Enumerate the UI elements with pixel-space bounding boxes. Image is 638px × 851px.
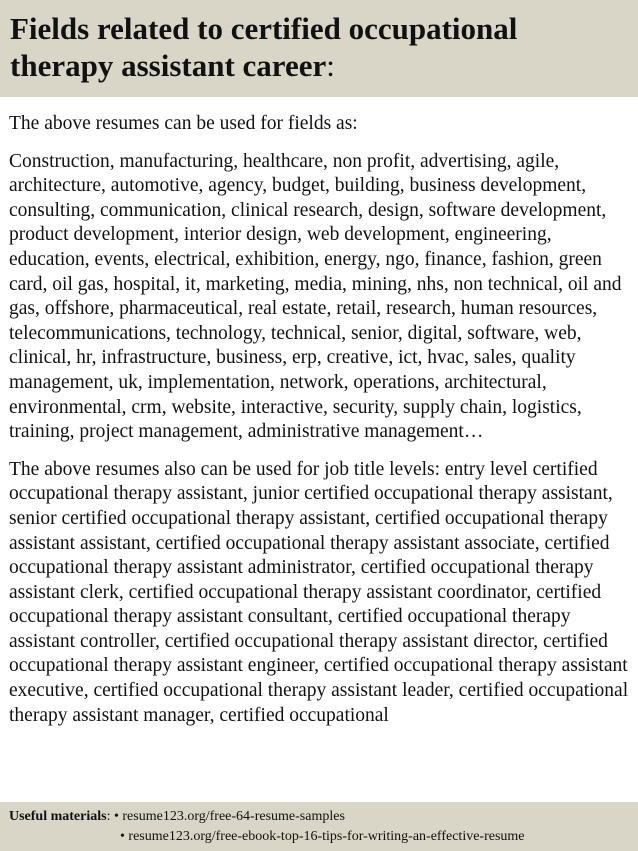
page-title-line1: Fields related to certified occupational — [10, 11, 518, 46]
intro-paragraph: The above resumes can be used for fields as: — [9, 113, 358, 134]
bullet-icon: • — [120, 829, 125, 844]
resource-link-2[interactable]: resume123.org/free-ebook-top-16-tips-for-writing-an-effective-resume — [128, 829, 525, 844]
main-content — [9, 112, 633, 802]
footer-row-2 — [9, 827, 638, 847]
footer-band — [0, 802, 638, 851]
bullet-icon: • — [113, 809, 119, 824]
page-title-colon: : — [326, 48, 335, 83]
useful-materials-colon: : — [106, 809, 111, 824]
page-title — [10, 10, 628, 84]
useful-materials-label: Useful materials — [9, 809, 107, 824]
footer-row-1 — [9, 807, 638, 827]
resource-link-1[interactable]: resume123.org/free-64-resume-samples — [122, 809, 345, 824]
page-title-line2: therapy assistant career — [10, 48, 327, 83]
header-band — [0, 0, 638, 97]
fields-paragraph: Construction, manufacturing, healthcare, non profit, advertising, agile, architecture, automotive, agency, budget, building, business development, consulting, communication, clinical research, design, software development, product development, interior design, web development, engineering, education, events, electrical, exhibition, energy, ngo, finance, fashion, green card, oil gas, hospital, it, marketing, media, mining, nhs, non technical, oil and gas, offshore, pharmaceutical, real estate, retail, research, human resources, telecommunications, technology, technical, senior, digital, software, web, clinical, hr, infrastructure, business, erp, creative, ict, hvac, sales, quality management, uk, implementation, network, operations, architectural, environmental, crm, website, interactive, security, supply chain, logistics, training, project management, administrative management… — [9, 150, 622, 443]
job-levels-paragraph: The above resumes also can be used for job title levels: entry level certified occupational therapy assistant, junior certified occupational therapy assistant, senior certified occupational therapy assistant, certified occupational therapy assistant assistant, certified occupational therapy assistant associate, certified occupational therapy assistant administrator, certified occupational therapy assistant clerk, certified occupational therapy assistant coordinator, certified occupational therapy assistant consultant, certified occupational therapy assistant controller, certified occupational therapy assistant director, certified occupational therapy assistant engineer, certified occupational therapy assistant executive, certified occupational therapy assistant leader, certified occupational therapy assistant manager, certified occupational — [9, 458, 629, 726]
